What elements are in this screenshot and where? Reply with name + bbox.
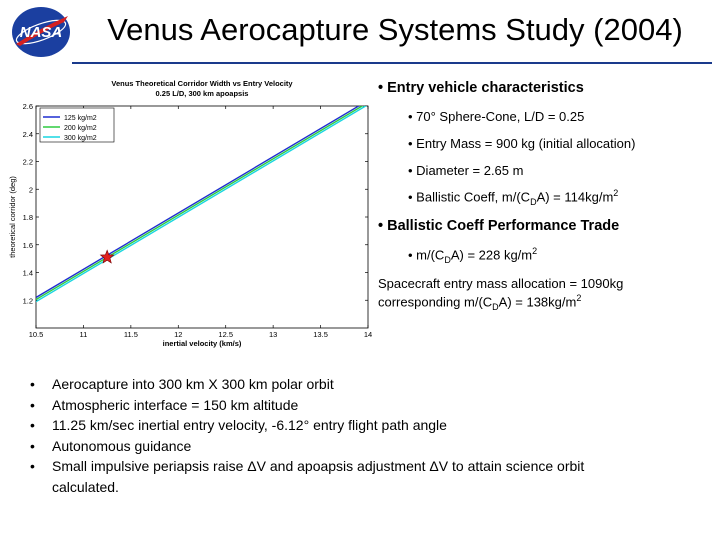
y-tick-label: 1.8 xyxy=(22,213,33,222)
list-item xyxy=(30,415,710,436)
y-tick-label: 1.6 xyxy=(22,240,33,250)
slide-title: Venus Aerocapture Systems Study (2004) xyxy=(107,12,683,47)
x-tick-label: 14 xyxy=(363,330,373,339)
ballistic-coeff-text: • Ballistic Coeff, m/(C xyxy=(408,189,531,205)
bullet-text: Atmospheric interface = 150 km altitude xyxy=(52,396,299,413)
y-axis-label: theoretical corridor (deg) xyxy=(8,176,17,258)
y-tick-label: 2 xyxy=(28,185,33,195)
corresponding-coeff-sup: 2 xyxy=(576,293,582,303)
ballistic-coeff-value: A) = 114kg/m xyxy=(536,189,614,205)
ballistic-coeff-item xyxy=(408,188,618,207)
sphere-cone-item: • 70° Sphere-Cone, L/D = 0.25 xyxy=(408,109,585,124)
x-tick-label: 11.5 xyxy=(123,330,138,339)
bullet-marker: • xyxy=(30,376,35,392)
ballistic-coeff-sub: D xyxy=(530,196,537,207)
trade-coeff-value: A) = 228 kg/m xyxy=(450,247,533,263)
bullet-marker: • xyxy=(30,417,35,433)
x-tick-label: 13 xyxy=(268,330,278,339)
trade-coeff-sup: 2 xyxy=(532,246,538,256)
bullet-text: Small impulsive periapsis raise ΔV and apoapsis adjustment ΔV to attain science orbit xyxy=(52,458,585,474)
list-item xyxy=(30,374,710,395)
list-item xyxy=(30,477,710,498)
chart-subtitle: 0.25 L/D, 300 km apoapsis xyxy=(155,89,249,98)
entry-mass-item: • Entry Mass = 900 kg (initial allocation) xyxy=(408,136,636,151)
performance-trade-heading: • Ballistic Coeff Performance Trade xyxy=(378,218,620,234)
y-tick-label: 2.4 xyxy=(22,129,33,139)
x-tick-label: 13.5 xyxy=(313,330,328,339)
bullet-marker: • xyxy=(30,396,35,413)
trade-coeff-item xyxy=(408,246,537,265)
x-tick-label: 10.5 xyxy=(28,330,44,339)
bullet-text: Aerocapture into 300 km X 300 km polar orbit xyxy=(52,376,334,392)
bullet-text: calculated. xyxy=(52,478,119,495)
entry-vehicle-heading: • Entry vehicle characteristics xyxy=(378,80,584,96)
legend-label: 200 kg/m2 xyxy=(64,125,97,132)
bullet-marker: • xyxy=(30,437,35,454)
x-axis-label: inertial velocity (km/s) xyxy=(162,339,242,348)
mass-allocation-note: Spacecraft entry mass allocation = 1090kg xyxy=(378,276,624,291)
trade-coeff-text: • m/(C xyxy=(408,247,445,263)
x-tick-label: 12 xyxy=(174,330,183,339)
bullet-text: 11.25 km/sec inertial entry velocity, -6.12° entry flight path angle xyxy=(52,417,447,433)
x-tick-label: 11 xyxy=(79,330,88,339)
trade-coeff-sub: D xyxy=(444,254,451,265)
list-item xyxy=(30,456,710,477)
ballistic-coeff-sup: 2 xyxy=(613,188,619,198)
mission-bullets xyxy=(30,374,710,497)
y-tick-label: 1.2 xyxy=(22,296,33,306)
y-tick-label: 2.2 xyxy=(22,157,33,167)
title-divider xyxy=(72,62,712,64)
legend-label: 300 kg/m2 xyxy=(64,135,97,142)
nasa-logo-text: NASA xyxy=(19,24,63,41)
corresponding-coeff-text: corresponding m/(C xyxy=(378,294,493,310)
corridor-chart xyxy=(6,74,373,348)
list-item xyxy=(30,395,710,416)
corresponding-coeff-note xyxy=(378,293,581,312)
y-tick-label: 1.4 xyxy=(22,268,33,278)
bullet-marker: • xyxy=(30,458,35,474)
diameter-item: • Diameter = 2.65 m xyxy=(408,163,524,178)
chart-svg xyxy=(6,74,373,348)
x-tick-label: 12.5 xyxy=(218,330,234,339)
legend-label: 125 kg/m2 xyxy=(64,115,97,122)
bullet-text: Autonomous guidance xyxy=(52,437,192,454)
list-item xyxy=(30,436,710,457)
corresponding-coeff-sub: D xyxy=(492,301,499,312)
chart-title: Venus Theoretical Corridor Width vs Entry Velocity xyxy=(111,79,293,88)
y-tick-label: 2.6 xyxy=(22,102,33,111)
corresponding-coeff-value: A) = 138kg/m xyxy=(498,294,577,310)
nasa-logo xyxy=(10,6,72,58)
